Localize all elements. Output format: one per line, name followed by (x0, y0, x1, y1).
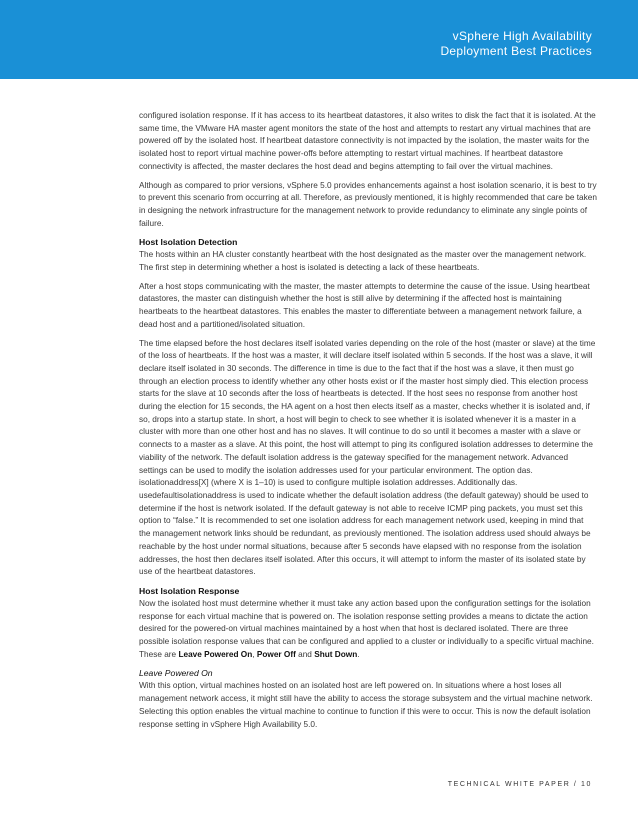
paragraph: The time elapsed before the host declares itself isolated varies depending on the role of the host (master or slave) at the time of the loss of heartbeats. If the host was a master, it will declare itself isolated within 5 seconds. If the host was a slave, it will declare itself isolated in 30 seconds. The difference in time is due to the fact that if the host was a slave, it then must go through an election process to identify whether any other hosts exist or if the master host simply died. This election process starts for the slave at 10 seconds after the loss of heartbeats is detected. If the host sees no response from another host during the election for 15 seconds, the HA agent on a host then elects itself as a master, checks whether it is isolated and, if so, drops into a startup state. In short, a host will begin to check to see whether it is isolated whenever it is a master in a cluster with more than one other host and has no slaves. It will continue to do so until it becomes a master with a slave or connects to a master as a slave. At this point, the host will attempt to ping its configured isolation addresses to determine the viability of the network. The default isolation address is the gateway specified for the management network. Advanced settings can be used to modify the isolation addresses used for your particular environment. The option das. isolationaddress[X] (where X is 1–10) is used to configure multiple isolation addresses. Additionally das. usedefaultisolationaddress is used to indicate whether the default isolation address (the default gateway) should be used to determine if the host is network isolated. If the default gateway is not able to receive ICMP ping packets, you must set this option to “false.” It is recommended to set one isolation address for each management network used, keeping in mind that the management network links should be redundant, as previously mentioned. The isolation address used should always be reachable by the host under normal situations, because after 5 seconds have elapsed with no response from the isolation addresses, the host then declares itself isolated. After this occurs, it will attempt to inform the master of its isolated state by use of the heartbeat datastores. (139, 338, 596, 577)
separator: , (252, 649, 257, 659)
document-title-line1: vSphere High Availability (452, 29, 592, 43)
option-shut-down: Shut Down (314, 649, 358, 659)
paragraph-text: Now the isolated host must determine whether it must take any action based upon the configuration settings for the isolation response for each virtual machine that is powered on. The isolation response setting provides a means to dictate the action desired for the powered-on virtual machines maintained by a host when that host is declared isolated. There are three possible isolation response values that can be configured and applied to a cluster or individually to a specific virtual machine. These are (139, 598, 594, 659)
subheading-leave-powered-on: Leave Powered On (139, 668, 213, 679)
paragraph: After a host stops communicating with the master, the master attempts to determine the cause of the issue. Using heartbeat datastores, the master can distinguish whether the host is still alive by determining if the affected host is maintaining heartbeats to the heartbeat datastores. This enables the master to differentiate between a management network failure, a dead host and a partitioned/isolated situation. (139, 281, 590, 329)
paragraph (139, 598, 597, 662)
header-banner (0, 0, 638, 79)
page-body (139, 110, 597, 737)
page-footer: TECHNICAL WHITE PAPER / 10 (447, 781, 592, 788)
separator: and (295, 649, 315, 659)
paragraph: Although as compared to prior versions, vSphere 5.0 provides enhancements against a host isolation scenario, it is best to try to prevent this scenario from occurring at all. Therefore, as previously mentioned, it is highly recommended that care be taken in designing the network infrastructure for the management network to provide redundancy to eliminate any single points of failure. (139, 180, 597, 228)
document-title-line2: Deployment Best Practices (440, 44, 592, 58)
option-power-off: Power Off (256, 649, 296, 659)
paragraph: The hosts within an HA cluster constantly heartbeat with the host designated as the master over the management network. The first step in determining whether a host is isolated is detecting a lack of these heartbeats. (139, 250, 587, 273)
paragraph: With this option, virtual machines hosted on an isolated host are left powered on. In situations where a host loses all management network access, it might still have the ability to access the storage subsystem and the virtual machine network. Selecting this option enables the virtual machine to continue to function if this were to occur. This is now the default isolation response setting in vSphere High Availability 5.0. (139, 681, 593, 729)
paragraph: configured isolation response. If it has access to its heartbeat datastores, it also writes to disk the fact that it is isolated. At the same time, the VMware HA master agent monitors the state of the host and attempts to restart any virtual machines that are powered off by the isolated host. If heartbeat datastore connectivity is not impacted by the isolation, the master waits for the isolated host to report virtual machine power-offs before attempting to restart virtual machines. If heartbeat datastore connectivity is affected, the master declares the host dead and begins attempting to fail over the virtual machines. (139, 111, 596, 171)
document-title (440, 29, 592, 59)
section-heading-response: Host Isolation Response (139, 585, 240, 596)
section-heading-detection: Host Isolation Detection (139, 237, 238, 248)
period: . (357, 649, 360, 659)
option-leave-powered-on: Leave Powered On (178, 649, 253, 659)
